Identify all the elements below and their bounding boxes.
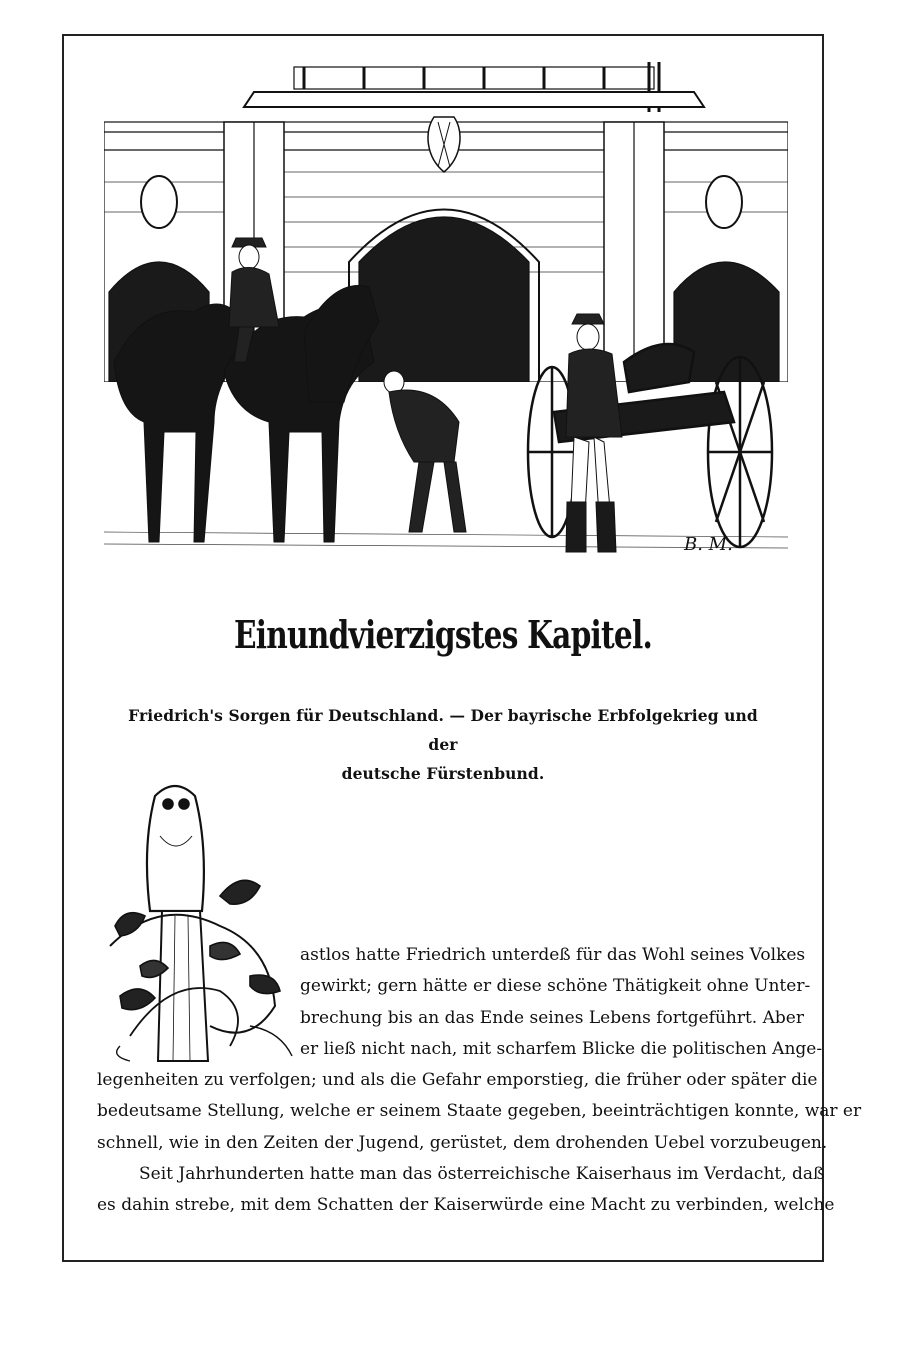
body-text-line: legenheiten zu verfolgen; und als die Gefahr emporstieg, die früher oder später die	[97, 1070, 818, 1090]
chapter-subtitle	[120, 701, 766, 788]
body-text-line: bedeutsame Stellung, welche er seinem Staate gegeben, beeinträchtigen konnte, war er	[97, 1101, 862, 1121]
body-text-line: gewirkt; gern hätte er diese schöne Thätigkeit ohne Unter-	[300, 976, 811, 996]
body-text-line: brechung bis an das Ende seines Lebens fortgeführt. Aber	[300, 1008, 804, 1028]
engraving-signature: B. M.	[684, 534, 733, 555]
body-text-line: astlos hatte Friedrich unterdeß für das Wohl seines Volkes	[300, 945, 806, 965]
header-engraving	[104, 62, 788, 562]
body-text-line: er ließ nicht nach, mit scharfem Blicke die politischen Ange-	[300, 1039, 823, 1059]
chapter-subtitle-line-2: deutsche Fürstenbund.	[341, 764, 545, 783]
chapter-title: Einundvierzigstes Kapitel.	[233, 612, 653, 657]
body-text-line: es dahin strebe, mit dem Schatten der Kaiserwürde eine Macht zu verbinden, welche	[97, 1195, 835, 1215]
body-text-line: schnell, wie in den Zeiten der Jugend, gerüstet, dem drohenden Uebel vorzubeugen.	[97, 1133, 828, 1153]
initial-letter-ornament	[100, 776, 295, 1068]
chapter-subtitle-line-1: Friedrich's Sorgen für Deutschland. — Der bayrische Erbfolgekrieg und der	[128, 706, 758, 754]
body-text-line: Seit Jahrhunderten hatte man das österreichische Kaiserhaus im Verdacht, daß	[139, 1164, 825, 1184]
